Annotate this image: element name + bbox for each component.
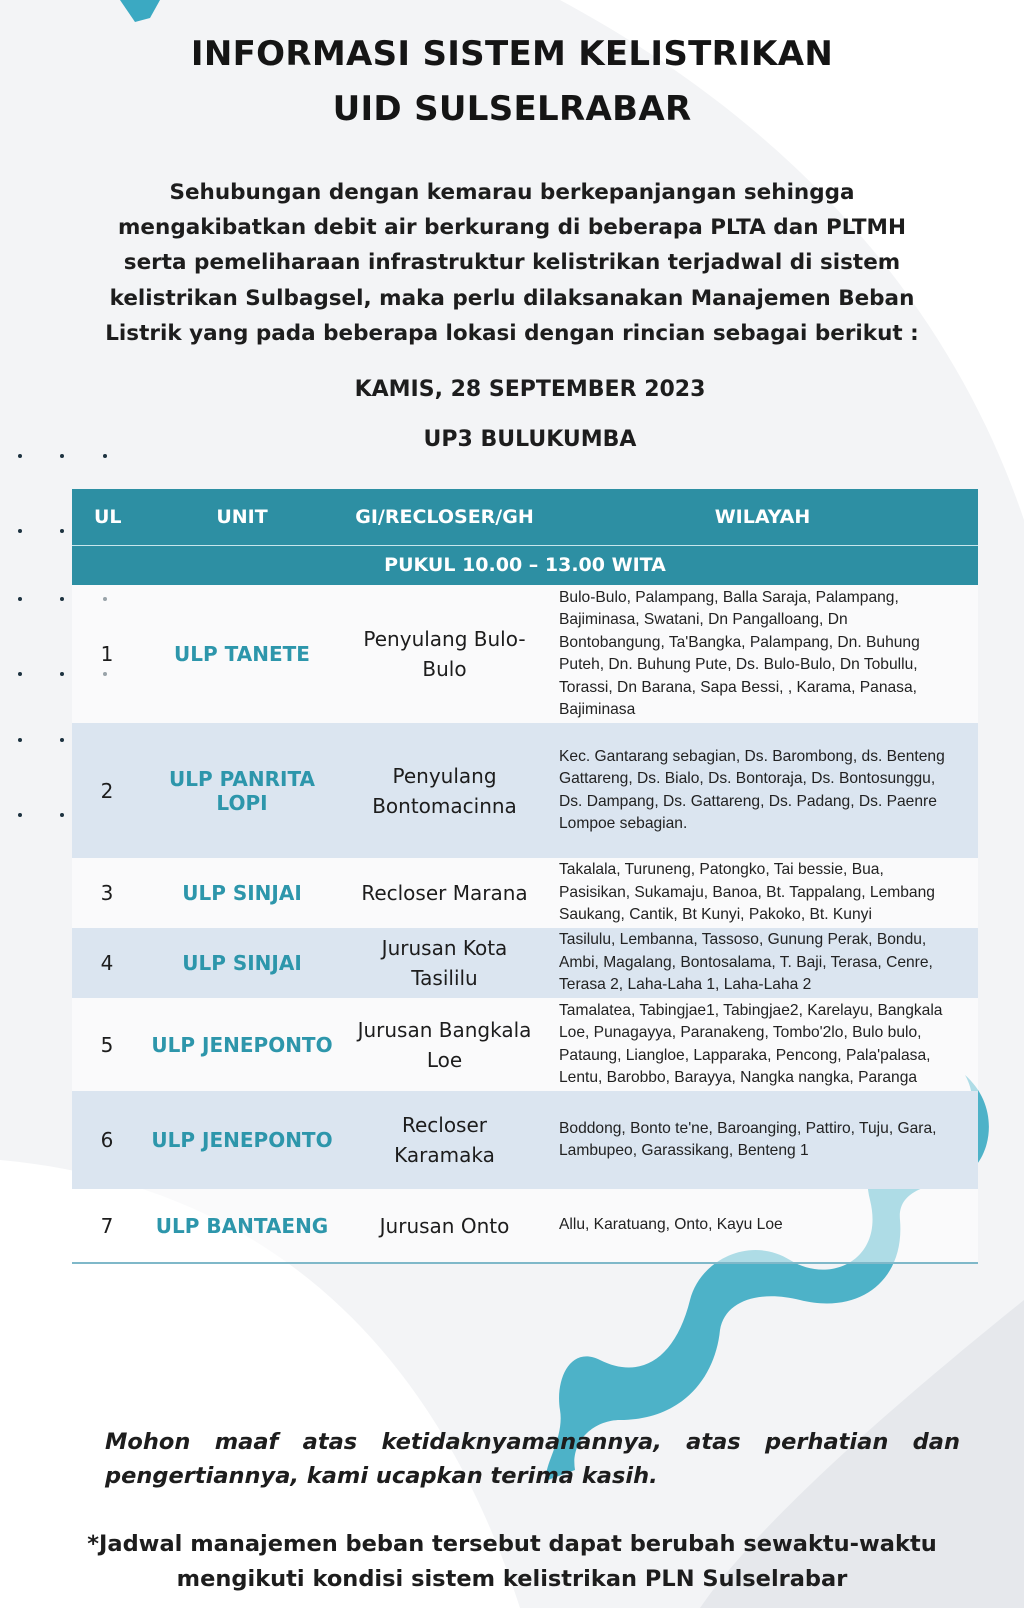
row-number: 5 — [72, 998, 142, 1091]
row-gi-line: Loe — [426, 1047, 463, 1072]
row-gi — [342, 723, 547, 858]
wilayah-line: Ds. Dampang, Ds. Gattareng, Ds. Padang, Ds. Paenre — [559, 792, 937, 810]
row-unit: ULP JENEPONTO — [142, 1091, 342, 1189]
footnote-line-1: *Jadwal manajemen beban tersebut dapat berubah sewaktu-waktu — [87, 1531, 937, 1557]
row-gi — [342, 1189, 547, 1263]
wilayah-line: Kec. Gantarang sebagian, Ds. Barombong, ds. Benteng — [559, 747, 945, 765]
footnote-line-2: mengikuti kondisi sistem kelistrikan PLN Sulselrabar — [176, 1566, 848, 1592]
intro-line: kelistrikan Sulbagsel, maka perlu dilaksanakan Manajemen Beban — [109, 285, 915, 311]
row-number: 6 — [72, 1091, 142, 1189]
row-wilayah — [547, 998, 978, 1091]
row-wilayah — [547, 1091, 978, 1189]
row-unit: ULP BANTAENG — [142, 1189, 342, 1263]
time-slot-label: PUKUL 10.00 – 13.00 WITA — [72, 545, 978, 585]
row-gi-line: Jurusan Bangkala — [357, 1017, 532, 1042]
table-row — [72, 1091, 978, 1189]
page-subtitle: UID SULSELRABAR — [332, 89, 692, 129]
row-unit: ULP JENEPONTO — [142, 998, 342, 1091]
row-gi-line: Bontomacinna — [372, 793, 517, 818]
table-row — [72, 858, 978, 928]
row-wilayah — [547, 1189, 978, 1263]
schedule-table — [72, 489, 978, 1264]
row-wilayah — [547, 858, 978, 928]
row-gi-line: Penyulang — [392, 763, 497, 788]
row-gi-line: Jurusan Kota — [381, 936, 508, 960]
row-wilayah — [547, 585, 978, 723]
unit-area-heading: UP3 BULUKUMBA — [423, 427, 637, 452]
column-header-unit: UNIT — [142, 489, 342, 545]
row-wilayah — [547, 723, 978, 858]
row-number: 3 — [72, 858, 142, 928]
wilayah-line: Bajiminasa — [559, 701, 636, 718]
wilayah-line: Terasa 2, Laha-Laha 1, Laha-Laha 2 — [559, 976, 812, 994]
intro-line: Listrik yang pada beberapa lokasi dengan rincian sebagai berikut : — [105, 320, 919, 346]
intro-line: Sehubungan dengan kemarau berkepanjangan sehingga — [169, 180, 855, 205]
column-header-gi: GI/RECLOSER/GH — [342, 489, 547, 545]
wilayah-line: Bontobangung, Ta'Bangka, Palampang, Dn. Buhung — [559, 633, 920, 651]
row-wilayah — [547, 928, 978, 998]
wilayah-line: Lambupeo, Garassikang, Benteng 1 — [559, 1142, 809, 1159]
closing-message-line-1: Mohon maaf atas ketidaknyamanannya, atas perhatian dan — [105, 1429, 960, 1455]
wilayah-line: Tamalatea, Tabingjae1, Tabingjae2, Karelayu, Bangkala — [559, 1001, 943, 1019]
row-gi-line: Recloser — [401, 1113, 488, 1137]
wilayah-line: Saukang, Cantik, Bt Kunyi, Pakoko, Bt. Kunyi — [559, 906, 872, 924]
column-header-wilayah: WILAYAH — [547, 489, 978, 545]
row-gi — [342, 1091, 547, 1189]
row-gi — [342, 998, 547, 1091]
intro-line: mengakibatkan debit air berkurang di beberapa PLTA dan PLTMH — [118, 215, 906, 241]
row-unit: ULP SINJAI — [142, 858, 342, 928]
time-slot-row — [72, 545, 978, 585]
row-number: 7 — [72, 1189, 142, 1263]
row-gi — [342, 858, 547, 928]
wilayah-line: Puteh, Dn. Buhung Pute, Ds. Bulo-Bulo, Dn Tobullu, — [559, 656, 918, 673]
wilayah-line: Allu, Karatuang, Onto, Kayu Loe — [559, 1216, 783, 1234]
schedule-date: KAMIS, 28 SEPTEMBER 2023 — [354, 377, 706, 402]
row-gi-line: Penyulang Bulo- — [363, 627, 526, 651]
table-row — [72, 723, 978, 858]
table-row — [72, 585, 978, 723]
row-gi — [342, 585, 547, 723]
column-header-ul: UL — [72, 489, 142, 545]
intro-paragraph — [70, 175, 954, 351]
wilayah-line: Lentu, Barobbo, Barayya, Nangka nangka, Paranga — [559, 1069, 918, 1086]
row-number: 2 — [72, 723, 142, 858]
wilayah-line: Lompoe sebagian. — [559, 815, 688, 832]
wilayah-line: Loe, Punagayya, Paranakeng, Tombo'2lo, Bulo bulo, — [559, 1024, 922, 1041]
wilayah-line: Tasilulu, Lembanna, Tassoso, Gunung Perak, Bondu, — [559, 931, 927, 949]
table-row — [72, 998, 978, 1091]
row-gi-line: Karamaka — [394, 1143, 495, 1167]
row-gi-line: Tasililu — [411, 966, 478, 990]
wilayah-line: Bulo-Bulo, Palampang, Balla Saraja, Palampang, — [559, 588, 899, 606]
page-title: INFORMASI SISTEM KELISTRIKAN — [190, 34, 834, 74]
row-unit: ULP TANETE — [142, 585, 342, 723]
table-header-row — [72, 489, 978, 545]
wilayah-line: Takalala, Turuneng, Patongko, Tai bessie, Bua, — [559, 861, 884, 879]
row-gi — [342, 928, 547, 998]
row-number: 4 — [72, 928, 142, 998]
row-gi-line: Bulo — [422, 657, 467, 681]
intro-line: serta pemeliharaan infrastruktur kelistrikan terjadwal di sistem — [123, 250, 901, 276]
table-row — [72, 1189, 978, 1263]
row-gi-line: Jurusan Onto — [379, 1213, 510, 1238]
closing-message-line-2: pengertiannya, kami ucapkan terima kasih. — [105, 1463, 658, 1489]
row-unit: ULP SINJAI — [142, 928, 342, 998]
wilayah-line: Pataung, Liangloe, Lapparaka, Pencong, Pala'palasa, — [559, 1046, 931, 1064]
wilayah-line: Bajiminasa, Swatani, Dn Pangalloang, Dn — [559, 611, 848, 628]
row-number: 1 — [72, 585, 142, 723]
wilayah-line: Gattareng, Ds. Bialo, Ds. Bontoraja, Ds. Bontosunggu, — [559, 770, 936, 787]
wilayah-line: Boddong, Bonto te'ne, Baroanging, Pattiro, Tuju, Gara, — [559, 1119, 937, 1137]
row-gi-line: Recloser Marana — [361, 881, 528, 905]
row-unit: ULP PANRITA LOPI — [142, 723, 342, 858]
wilayah-line: Torassi, Dn Barana, Sapa Bessi, , Karama, Panasa, — [559, 678, 917, 696]
table-row — [72, 928, 978, 998]
wilayah-line: Ambi, Magalang, Bontosalama, T. Baji, Terasa, Cenre, — [559, 953, 933, 971]
wilayah-line: Pasisikan, Sukamaju, Banoa, Bt. Tappalang, Lembang — [559, 883, 935, 901]
